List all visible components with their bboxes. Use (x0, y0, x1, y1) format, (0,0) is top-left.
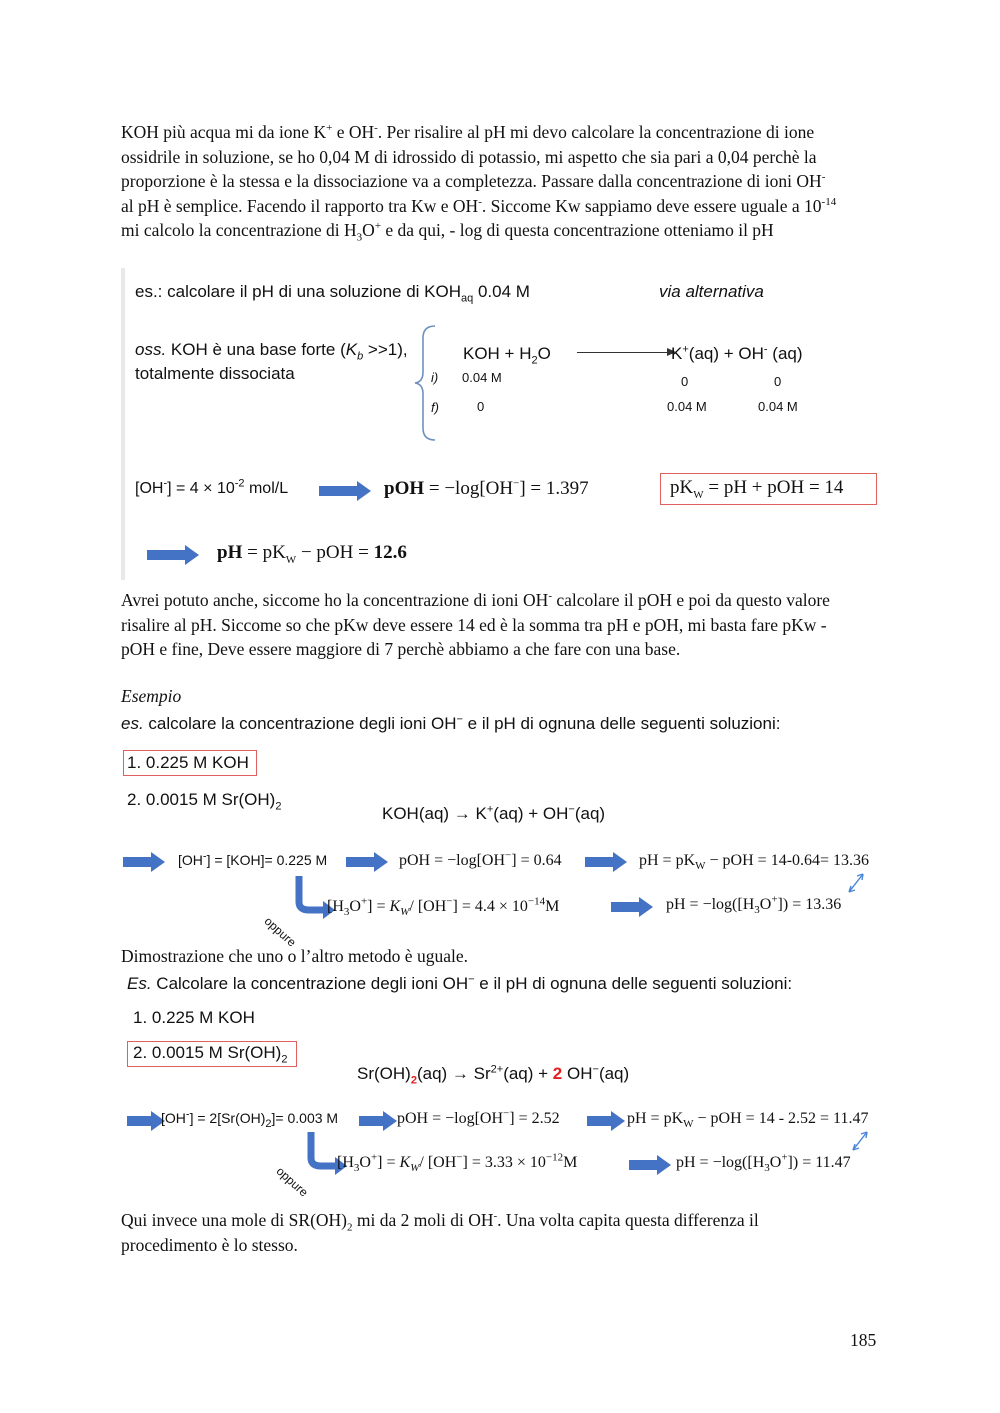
page-number: 185 (850, 1330, 877, 1350)
figure-koh-example (121, 268, 886, 580)
figure-left-shadow (121, 268, 125, 580)
arrow-alt (629, 1160, 659, 1170)
alt-ph: pH = $-\log([H_3O^+]) = 11.47$ (676, 1151, 851, 1175)
oh-concentration: $[OH^-] = 4 \times 10^{-2}$ mol/L (135, 477, 289, 497)
item-2: 2. 0.0015 M $Sr(OH)_2$ (133, 1043, 288, 1066)
arrow-step1 (127, 1116, 153, 1126)
alternative-route-label: via alternativa (659, 282, 764, 301)
demonstration-text: Dimostrazione che uno o l’altro metodo è uguale. (121, 946, 468, 966)
arrow-step2 (346, 857, 376, 867)
paragraph-intro: KOH più acqua mi da ione K+ e OH-. Per risalire al pH mi devo calcolare la concentrazione di ione ossidrile in soluzione, se ho 0,04 M di idrossido di potassio, mi aspetto che sia pari a 0,04 perchè la proporzione è la stessa e la dissociazione va a completezza. Passare dalla concentrazione di ioni OH- al pH è semplice. Facendo il rapporto tra Kw e OH-. Siccome Kw sappiamo deve essere uguale a $10^{-14}$ mi calcolo la concentrazione di $H_3O^+$ e da qui, - log di questa concentrazione otteniamo il pH (121, 122, 837, 244)
step2-poh: pOH = −log[OH−] = 2.52 (397, 1107, 560, 1127)
oppure-label: oppure (273, 1164, 311, 1200)
arrow-to-ph (147, 550, 187, 560)
step1-oh-conc: [OH-] = [KOH]= 0.225 M (178, 850, 328, 868)
final-k: 0.04 M (667, 399, 707, 414)
final-koh: 0 (477, 399, 485, 414)
step3-ph: pH = $pK_W$ − pOH = 14-0.64= 13.36 (639, 852, 870, 873)
arrow-step2 (359, 1116, 385, 1126)
ph-equation: pH = $pK_W$ − pOH = 12.6 (217, 542, 407, 566)
alt-h3o-conc: $[H_3O^+] = K_W/$ $[OH^-] = 3.33 \times 10^{-12}M$ (337, 1151, 578, 1175)
reaction-arrow (577, 352, 671, 353)
figure-sroh2-concentration (121, 970, 886, 1202)
alt-h3o-conc: $[H_3O^+] = K_W/$ $[OH^-] = 4.4 \times 10^{-14}M$ (327, 895, 560, 919)
observation-text: oss. KOH è una base forte $(K_b >>1)$, totalmente dissociata (135, 340, 408, 383)
figure2-reaction: KOH(aq) → K+(aq) + OH−(aq) (382, 803, 606, 823)
row-final-label: f) (431, 400, 439, 415)
alt-ph: pH = $-\log([H_3O^+]) = 13.36$ (666, 893, 842, 917)
final-oh: 0.04 M (758, 399, 798, 414)
arrow-alt (611, 902, 641, 912)
arrow-step3 (585, 857, 615, 867)
item-2: 2. 0.0015 M $Sr(OH)_2$ (127, 790, 282, 813)
figure-koh-concentration (121, 710, 886, 950)
arrow-step3 (587, 1116, 613, 1126)
equivalence-arrow (849, 1128, 873, 1156)
equivalence-arrow (845, 870, 869, 898)
paragraph-alternative: Avrei potuto anche, siccome ho la concentrazione di ioni OH- calcolare il pOH e poi da questo valore risalire al pH. Siccome so che pKw deve essere 14 ed è la somma tra pH e pOH, mi basta fare pKw - pOH e fine, Deve essere maggiore di 7 perchè abbiamo a che fare con una base. (121, 590, 830, 659)
initial-oh: 0 (774, 374, 782, 389)
reaction-products: K+(aq) + OH- (aq) (671, 343, 803, 363)
paragraph-conclusion: Qui invece una mole di $SR(OH)_2$ mi da 2 moli di OH-. Una volta capita questa differenza il procedimento è lo stesso. (121, 1210, 759, 1255)
step1-oh-conc: $[OH^-] = 2[Sr(OH)_2]= 0.003$ M (161, 1108, 339, 1130)
reaction-reactants: KOH + $H_2O$ (463, 344, 551, 367)
oppure-label: oppure (261, 914, 299, 950)
initial-k: 0 (681, 374, 689, 389)
figure3-title: Es. Calcolare la concentrazione degli ioni OH− e il pH di ognuna delle seguenti soluzioni: (127, 973, 793, 993)
pkw-equation: $pK_W$ = pH + pOH = 14 (670, 477, 844, 501)
row-initial-label: i) (431, 370, 439, 385)
poh-equation: pOH = −log[OH−] = 1.397 (384, 477, 589, 499)
step3-ph: pH = $pK_W$ − pOH = 14 - 2.52 = 11.47 (627, 1110, 869, 1131)
item-1: 1. 0.225 M KOH (133, 1008, 255, 1027)
figure-title: es.: calcolare il pH di una soluzione di $KOH_{aq}$ 0.04 M (135, 282, 530, 305)
arrow-to-poh (319, 486, 359, 496)
item-1: 1. 0.225 M KOH (127, 753, 249, 772)
figure3-reaction: $Sr(OH)_2(aq) \to Sr^{2+}(aq) + 2$ OH−(aq) (357, 1063, 630, 1087)
step2-poh: pOH = −log[OH−] = 0.64 (399, 849, 562, 869)
figure2-title: es. calcolare la concentrazione degli ioni OH− e il pH di ognuna delle seguenti soluzioni: (121, 713, 781, 733)
example-heading: Esempio (121, 686, 182, 706)
initial-koh: 0.04 M (462, 370, 502, 385)
arrow-step1 (123, 857, 153, 867)
